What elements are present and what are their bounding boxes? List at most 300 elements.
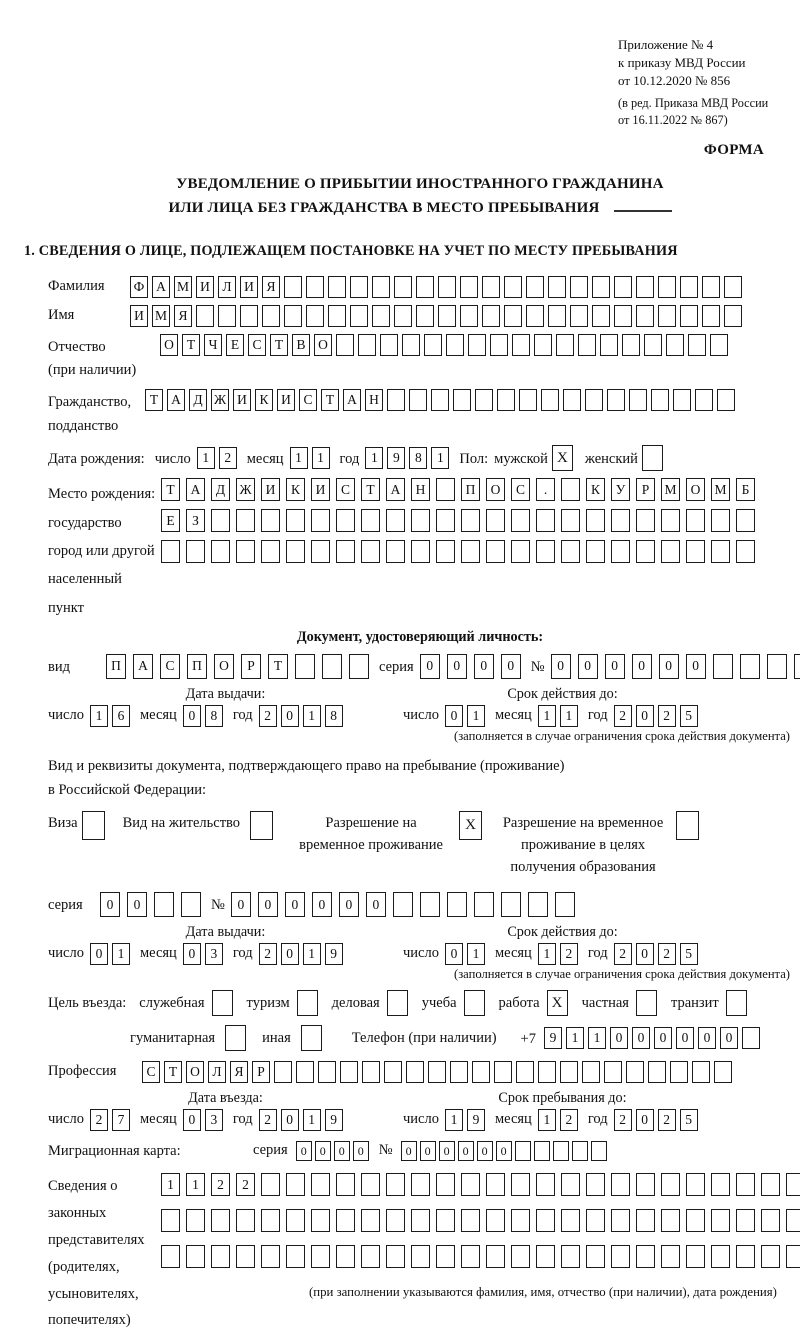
char-box[interactable]: [475, 389, 493, 411]
char-box[interactable]: [636, 305, 654, 327]
char-box[interactable]: 2: [236, 1173, 255, 1196]
char-box[interactable]: [585, 389, 603, 411]
char-box[interactable]: Т: [164, 1061, 182, 1083]
char-box[interactable]: 0: [551, 654, 571, 679]
char-box[interactable]: [686, 540, 705, 563]
char-box[interactable]: [322, 654, 342, 679]
char-box[interactable]: О: [314, 334, 332, 356]
char-box[interactable]: [340, 1061, 358, 1083]
char-box[interactable]: 2: [658, 705, 676, 727]
char-box[interactable]: [411, 1245, 430, 1268]
purpose-transit-checkbox[interactable]: [726, 990, 747, 1016]
char-box[interactable]: [211, 509, 230, 532]
char-box[interactable]: [446, 334, 464, 356]
char-box[interactable]: [181, 892, 201, 917]
char-box[interactable]: [284, 276, 302, 298]
char-box[interactable]: 0: [127, 892, 147, 917]
purpose-study-checkbox[interactable]: [464, 990, 485, 1016]
char-box[interactable]: 0: [339, 892, 359, 917]
char-box[interactable]: [710, 334, 728, 356]
char-box[interactable]: [614, 305, 632, 327]
char-box[interactable]: [453, 389, 471, 411]
char-box[interactable]: [461, 1245, 480, 1268]
char-box[interactable]: [436, 1245, 455, 1268]
char-box[interactable]: Я: [262, 276, 280, 298]
char-box[interactable]: [486, 1173, 505, 1196]
char-box[interactable]: 0: [720, 1027, 738, 1049]
char-box[interactable]: 1: [445, 1109, 463, 1131]
char-box[interactable]: [561, 478, 580, 501]
char-box[interactable]: 1: [303, 943, 321, 965]
sex-male-checkbox[interactable]: X: [552, 445, 573, 471]
char-box[interactable]: [361, 540, 380, 563]
char-box[interactable]: [563, 389, 581, 411]
char-box[interactable]: 1: [186, 1173, 205, 1196]
char-box[interactable]: [411, 509, 430, 532]
char-box[interactable]: [702, 276, 720, 298]
char-box[interactable]: [286, 509, 305, 532]
char-box[interactable]: И: [261, 478, 280, 501]
char-box[interactable]: Б: [736, 478, 755, 501]
char-box[interactable]: 0: [636, 705, 654, 727]
char-box[interactable]: [680, 305, 698, 327]
char-box[interactable]: [501, 892, 521, 917]
char-box[interactable]: 0: [654, 1027, 672, 1049]
char-box[interactable]: [350, 305, 368, 327]
char-box[interactable]: [736, 1245, 755, 1268]
char-box[interactable]: 0: [501, 654, 521, 679]
char-box[interactable]: 2: [614, 943, 632, 965]
char-box[interactable]: [504, 305, 522, 327]
char-box[interactable]: [286, 540, 305, 563]
char-box[interactable]: [306, 305, 324, 327]
char-box[interactable]: [161, 1209, 180, 1232]
char-box[interactable]: 0: [659, 654, 679, 679]
char-box[interactable]: 1: [538, 943, 556, 965]
char-box[interactable]: [686, 1245, 705, 1268]
char-box[interactable]: [431, 389, 449, 411]
char-box[interactable]: [328, 305, 346, 327]
char-box[interactable]: [570, 276, 588, 298]
char-box[interactable]: [411, 1173, 430, 1196]
char-box[interactable]: [468, 334, 486, 356]
char-box[interactable]: 0: [686, 654, 706, 679]
char-box[interactable]: [261, 540, 280, 563]
char-box[interactable]: [154, 892, 174, 917]
char-box[interactable]: [516, 1061, 534, 1083]
char-box[interactable]: А: [167, 389, 185, 411]
char-box[interactable]: 0: [183, 1109, 201, 1131]
char-box[interactable]: [724, 305, 742, 327]
char-box[interactable]: [447, 892, 467, 917]
char-box[interactable]: [416, 305, 434, 327]
char-box[interactable]: Ч: [204, 334, 222, 356]
char-box[interactable]: 0: [334, 1141, 350, 1161]
purpose-humanitarian-checkbox[interactable]: [225, 1025, 246, 1051]
purpose-official-checkbox[interactable]: [212, 990, 233, 1016]
char-box[interactable]: 1: [566, 1027, 584, 1049]
char-box[interactable]: [740, 654, 760, 679]
char-box[interactable]: 0: [312, 892, 332, 917]
char-box[interactable]: [386, 1209, 405, 1232]
char-box[interactable]: [661, 1173, 680, 1196]
char-box[interactable]: П: [461, 478, 480, 501]
char-box[interactable]: [636, 509, 655, 532]
char-box[interactable]: И: [130, 305, 148, 327]
char-box[interactable]: И: [311, 478, 330, 501]
char-box[interactable]: [711, 1173, 730, 1196]
char-box[interactable]: С: [160, 654, 180, 679]
char-box[interactable]: [328, 276, 346, 298]
char-box[interactable]: О: [186, 1061, 204, 1083]
char-box[interactable]: [461, 509, 480, 532]
char-box[interactable]: [561, 540, 580, 563]
char-box[interactable]: 0: [281, 705, 299, 727]
char-box[interactable]: 0: [477, 1141, 493, 1161]
char-box[interactable]: [572, 1141, 588, 1161]
purpose-business-checkbox[interactable]: [387, 990, 408, 1016]
char-box[interactable]: [262, 305, 280, 327]
char-box[interactable]: [711, 1245, 730, 1268]
char-box[interactable]: [591, 1141, 607, 1161]
char-box[interactable]: [511, 1209, 530, 1232]
char-box[interactable]: [372, 305, 390, 327]
char-box[interactable]: [486, 509, 505, 532]
char-box[interactable]: [515, 1141, 531, 1161]
char-box[interactable]: [586, 1173, 605, 1196]
char-box[interactable]: А: [386, 478, 405, 501]
char-box[interactable]: И: [233, 389, 251, 411]
char-box[interactable]: 1: [112, 943, 130, 965]
char-box[interactable]: [311, 1245, 330, 1268]
char-box[interactable]: [436, 540, 455, 563]
char-box[interactable]: [686, 1173, 705, 1196]
char-box[interactable]: 0: [258, 892, 278, 917]
char-box[interactable]: [570, 305, 588, 327]
char-box[interactable]: [526, 305, 544, 327]
char-box[interactable]: Т: [321, 389, 339, 411]
visa-checkbox[interactable]: [82, 811, 105, 840]
char-box[interactable]: 0: [610, 1027, 628, 1049]
char-box[interactable]: [629, 389, 647, 411]
char-box[interactable]: 1: [538, 1109, 556, 1131]
char-box[interactable]: Л: [208, 1061, 226, 1083]
char-box[interactable]: 8: [325, 705, 343, 727]
char-box[interactable]: 8: [409, 447, 427, 469]
char-box[interactable]: 0: [296, 1141, 312, 1161]
char-box[interactable]: 1: [290, 447, 308, 469]
char-box[interactable]: [386, 509, 405, 532]
char-box[interactable]: [519, 389, 537, 411]
char-box[interactable]: 2: [658, 1109, 676, 1131]
char-box[interactable]: [274, 1061, 292, 1083]
char-box[interactable]: [336, 1173, 355, 1196]
char-box[interactable]: [536, 1245, 555, 1268]
char-box[interactable]: Е: [161, 509, 180, 532]
char-box[interactable]: 1: [197, 447, 215, 469]
char-box[interactable]: [438, 305, 456, 327]
char-box[interactable]: [361, 1209, 380, 1232]
char-box[interactable]: [538, 1061, 556, 1083]
char-box[interactable]: [349, 654, 369, 679]
char-box[interactable]: [490, 334, 508, 356]
char-box[interactable]: С: [336, 478, 355, 501]
char-box[interactable]: [394, 276, 412, 298]
char-box[interactable]: 0: [632, 654, 652, 679]
sex-female-checkbox[interactable]: [642, 445, 663, 471]
char-box[interactable]: Р: [636, 478, 655, 501]
char-box[interactable]: [686, 509, 705, 532]
char-box[interactable]: 3: [205, 943, 223, 965]
char-box[interactable]: [211, 540, 230, 563]
char-box[interactable]: [424, 334, 442, 356]
char-box[interactable]: 0: [285, 892, 305, 917]
char-box[interactable]: [666, 334, 684, 356]
char-box[interactable]: [461, 540, 480, 563]
char-box[interactable]: [592, 305, 610, 327]
char-box[interactable]: 2: [211, 1173, 230, 1196]
char-box[interactable]: 0: [496, 1141, 512, 1161]
char-box[interactable]: [578, 334, 596, 356]
char-box[interactable]: [561, 1209, 580, 1232]
char-box[interactable]: [586, 1209, 605, 1232]
char-box[interactable]: [336, 334, 354, 356]
char-box[interactable]: [742, 1027, 760, 1049]
char-box[interactable]: [386, 1173, 405, 1196]
char-box[interactable]: О: [486, 478, 505, 501]
char-box[interactable]: [600, 334, 618, 356]
char-box[interactable]: [528, 892, 548, 917]
char-box[interactable]: [362, 1061, 380, 1083]
char-box[interactable]: 0: [353, 1141, 369, 1161]
char-box[interactable]: [541, 389, 559, 411]
char-box[interactable]: [536, 1173, 555, 1196]
char-box[interactable]: [711, 1209, 730, 1232]
char-box[interactable]: [306, 276, 324, 298]
char-box[interactable]: [673, 389, 691, 411]
char-box[interactable]: [494, 1061, 512, 1083]
char-box[interactable]: 1: [365, 447, 383, 469]
char-box[interactable]: [680, 276, 698, 298]
char-box[interactable]: Т: [268, 654, 288, 679]
char-box[interactable]: [560, 1061, 578, 1083]
char-box[interactable]: 2: [614, 705, 632, 727]
char-box[interactable]: М: [661, 478, 680, 501]
char-box[interactable]: [512, 334, 530, 356]
char-box[interactable]: [553, 1141, 569, 1161]
char-box[interactable]: [497, 389, 515, 411]
char-box[interactable]: 0: [605, 654, 625, 679]
char-box[interactable]: [636, 1245, 655, 1268]
char-box[interactable]: [361, 1245, 380, 1268]
char-box[interactable]: [548, 305, 566, 327]
char-box[interactable]: 0: [447, 654, 467, 679]
char-box[interactable]: 0: [90, 943, 108, 965]
char-box[interactable]: [736, 509, 755, 532]
char-box[interactable]: [436, 509, 455, 532]
char-box[interactable]: [261, 1173, 280, 1196]
char-box[interactable]: [767, 654, 787, 679]
char-box[interactable]: [644, 334, 662, 356]
char-box[interactable]: С: [142, 1061, 160, 1083]
char-box[interactable]: [504, 276, 522, 298]
char-box[interactable]: 1: [303, 1109, 321, 1131]
char-box[interactable]: 2: [658, 943, 676, 965]
char-box[interactable]: О: [214, 654, 234, 679]
char-box[interactable]: 2: [219, 447, 237, 469]
char-box[interactable]: [438, 276, 456, 298]
char-box[interactable]: 1: [560, 705, 578, 727]
char-box[interactable]: [786, 1173, 800, 1196]
char-box[interactable]: М: [711, 478, 730, 501]
char-box[interactable]: [561, 509, 580, 532]
char-box[interactable]: [786, 1245, 800, 1268]
char-box[interactable]: Ф: [130, 276, 148, 298]
char-box[interactable]: [592, 276, 610, 298]
char-box[interactable]: 0: [439, 1141, 455, 1161]
char-box[interactable]: 0: [698, 1027, 716, 1049]
char-box[interactable]: [311, 509, 330, 532]
char-box[interactable]: [295, 654, 315, 679]
char-box[interactable]: Д: [211, 478, 230, 501]
char-box[interactable]: [460, 276, 478, 298]
char-box[interactable]: 2: [90, 1109, 108, 1131]
char-box[interactable]: .: [536, 478, 555, 501]
char-box[interactable]: [622, 334, 640, 356]
char-box[interactable]: 0: [231, 892, 251, 917]
char-box[interactable]: [436, 478, 455, 501]
char-box[interactable]: О: [686, 478, 705, 501]
char-box[interactable]: А: [343, 389, 361, 411]
char-box[interactable]: [161, 1245, 180, 1268]
char-box[interactable]: [536, 540, 555, 563]
char-box[interactable]: 2: [560, 943, 578, 965]
char-box[interactable]: Р: [241, 654, 261, 679]
char-box[interactable]: [648, 1061, 666, 1083]
char-box[interactable]: [284, 305, 302, 327]
char-box[interactable]: [350, 276, 368, 298]
char-box[interactable]: [556, 334, 574, 356]
char-box[interactable]: [536, 1209, 555, 1232]
char-box[interactable]: 0: [445, 705, 463, 727]
char-box[interactable]: [387, 389, 405, 411]
char-box[interactable]: [604, 1061, 622, 1083]
char-box[interactable]: [186, 1209, 205, 1232]
char-box[interactable]: Л: [218, 276, 236, 298]
char-box[interactable]: Т: [161, 478, 180, 501]
char-box[interactable]: [336, 509, 355, 532]
char-box[interactable]: Ж: [236, 478, 255, 501]
char-box[interactable]: 0: [281, 1109, 299, 1131]
char-box[interactable]: [236, 1209, 255, 1232]
char-box[interactable]: [311, 1173, 330, 1196]
char-box[interactable]: М: [152, 305, 170, 327]
char-box[interactable]: [534, 334, 552, 356]
char-box[interactable]: [436, 1173, 455, 1196]
char-box[interactable]: 1: [538, 705, 556, 727]
purpose-tourism-checkbox[interactable]: [297, 990, 318, 1016]
char-box[interactable]: [236, 509, 255, 532]
char-box[interactable]: [211, 1245, 230, 1268]
char-box[interactable]: [261, 1209, 280, 1232]
char-box[interactable]: [761, 1173, 780, 1196]
char-box[interactable]: [372, 276, 390, 298]
char-box[interactable]: [761, 1245, 780, 1268]
char-box[interactable]: Т: [182, 334, 200, 356]
char-box[interactable]: [736, 1173, 755, 1196]
char-box[interactable]: Н: [365, 389, 383, 411]
char-box[interactable]: Т: [145, 389, 163, 411]
char-box[interactable]: [661, 1209, 680, 1232]
char-box[interactable]: [218, 305, 236, 327]
char-box[interactable]: [486, 540, 505, 563]
char-box[interactable]: 0: [281, 943, 299, 965]
char-box[interactable]: [486, 1245, 505, 1268]
char-box[interactable]: [658, 276, 676, 298]
char-box[interactable]: [393, 892, 413, 917]
char-box[interactable]: 1: [161, 1173, 180, 1196]
char-box[interactable]: [420, 892, 440, 917]
char-box[interactable]: [695, 389, 713, 411]
char-box[interactable]: 1: [467, 943, 485, 965]
char-box[interactable]: Я: [230, 1061, 248, 1083]
char-box[interactable]: [411, 1209, 430, 1232]
char-box[interactable]: [336, 540, 355, 563]
char-box[interactable]: 1: [90, 705, 108, 727]
char-box[interactable]: 5: [680, 1109, 698, 1131]
char-box[interactable]: 0: [420, 654, 440, 679]
char-box[interactable]: [428, 1061, 446, 1083]
char-box[interactable]: И: [196, 276, 214, 298]
char-box[interactable]: [670, 1061, 688, 1083]
char-box[interactable]: [236, 540, 255, 563]
char-box[interactable]: [658, 305, 676, 327]
char-box[interactable]: [196, 305, 214, 327]
char-box[interactable]: [651, 389, 669, 411]
char-box[interactable]: 0: [636, 943, 654, 965]
char-box[interactable]: [688, 334, 706, 356]
char-box[interactable]: А: [152, 276, 170, 298]
char-box[interactable]: [614, 276, 632, 298]
char-box[interactable]: [717, 389, 735, 411]
char-box[interactable]: [561, 1245, 580, 1268]
char-box[interactable]: [296, 1061, 314, 1083]
char-box[interactable]: 6: [112, 705, 130, 727]
char-box[interactable]: 1: [467, 705, 485, 727]
char-box[interactable]: [686, 1209, 705, 1232]
char-box[interactable]: [186, 1245, 205, 1268]
char-box[interactable]: [607, 389, 625, 411]
char-box[interactable]: [361, 509, 380, 532]
char-box[interactable]: [736, 1209, 755, 1232]
char-box[interactable]: [236, 1245, 255, 1268]
char-box[interactable]: [386, 540, 405, 563]
char-box[interactable]: 0: [578, 654, 598, 679]
char-box[interactable]: 9: [387, 447, 405, 469]
residence-permit-checkbox[interactable]: [250, 811, 273, 840]
char-box[interactable]: 0: [632, 1027, 650, 1049]
char-box[interactable]: [586, 540, 605, 563]
char-box[interactable]: 9: [467, 1109, 485, 1131]
char-box[interactable]: 9: [325, 943, 343, 965]
char-box[interactable]: 0: [445, 943, 463, 965]
char-box[interactable]: [409, 389, 427, 411]
char-box[interactable]: [661, 540, 680, 563]
char-box[interactable]: 0: [183, 943, 201, 965]
char-box[interactable]: [286, 1245, 305, 1268]
char-box[interactable]: И: [240, 276, 258, 298]
char-box[interactable]: [534, 1141, 550, 1161]
